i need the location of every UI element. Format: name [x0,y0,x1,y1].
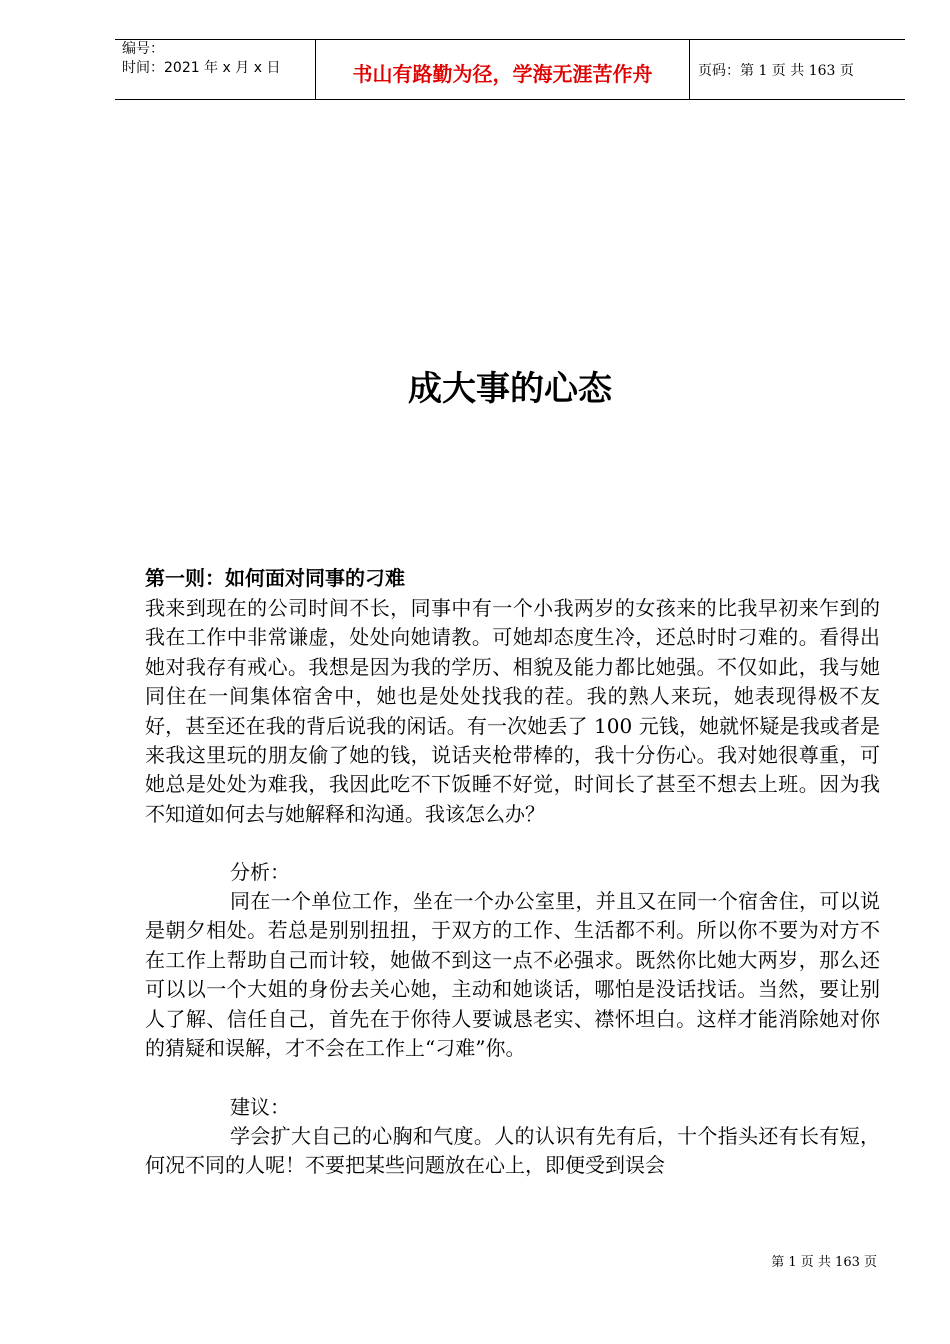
footer-page-info: 第 1 页 共 163 页 [771,1255,877,1270]
header-bottom-rule [115,99,905,100]
analysis-label: 分析： [230,860,290,884]
suggestion-label: 建议： [230,1095,290,1119]
number-label: 编号： [122,41,164,57]
header-meta [122,40,280,78]
suggestion-paragraph: 学会扩大自己的心胸和气度。人的认识有先有后，十个指头还有长有短，何况不同的人呢！不要把某些问题放在心上，即便受到误会 [145,1124,880,1178]
question-paragraph: 我来到现在的公司时间不长，同事中有一个小我两岁的女孩来的比我早初来乍到的我在工作中非常谦虚，处处向她请教。可她却态度生冷，还总时时刁难的。看得出她对我存有戒心。我想是因为我的学历、相貌及能力都比她强。不仅如此，我与她同住在一间集体宿舍中，她也是处处找我的茬。我的熟人来玩，她表现得极不友好，甚至还在我的背后说我的闲话。有一次她丢了 100 元钱，她就怀疑是我或者是来我这里玩的朋友偷了她的钱，说话夹枪带棒的，我十分伤心。我对她很尊重，可她总是处处为难我，我因此吃不下饭睡不好觉，时间长了甚至不想去上班。因为我不知道如何去与她解释和沟通。我该怎么办？ [145,596,880,826]
time-label: 时间：2021 年 x 月 x 日 [122,60,281,76]
header-page-info: 页码：第 1 页 共 163 页 [698,63,854,79]
header-divider-right [689,39,690,99]
analysis-paragraph: 同在一个单位工作，坐在一个办公室里，并且又在同一个宿舍住，可以说是朝夕相处。若总是别别扭扭，于双方的工作、生活都不利。所以你不要为对方不在工作上帮助自己而计较，她做不到这一点不必强求。既然你比她大两岁，那么还可以以一个大姐的身份去关心她，主动和她谈话，哪怕是没话找话。当然，要让别人了解、信任自己，首先在于你待人要诚恳老实、襟怀坦白。这样才能消除她对你的猜疑和误解，才不会在工作上“刁难”你。 [145,889,880,1061]
header-motto: 书山有路勤为径，学海无涯苦作舟 [352,62,653,86]
section-title: 第一则：如何面对同事的刁难 [145,566,405,590]
document-title: 成大事的心态 [408,369,612,409]
